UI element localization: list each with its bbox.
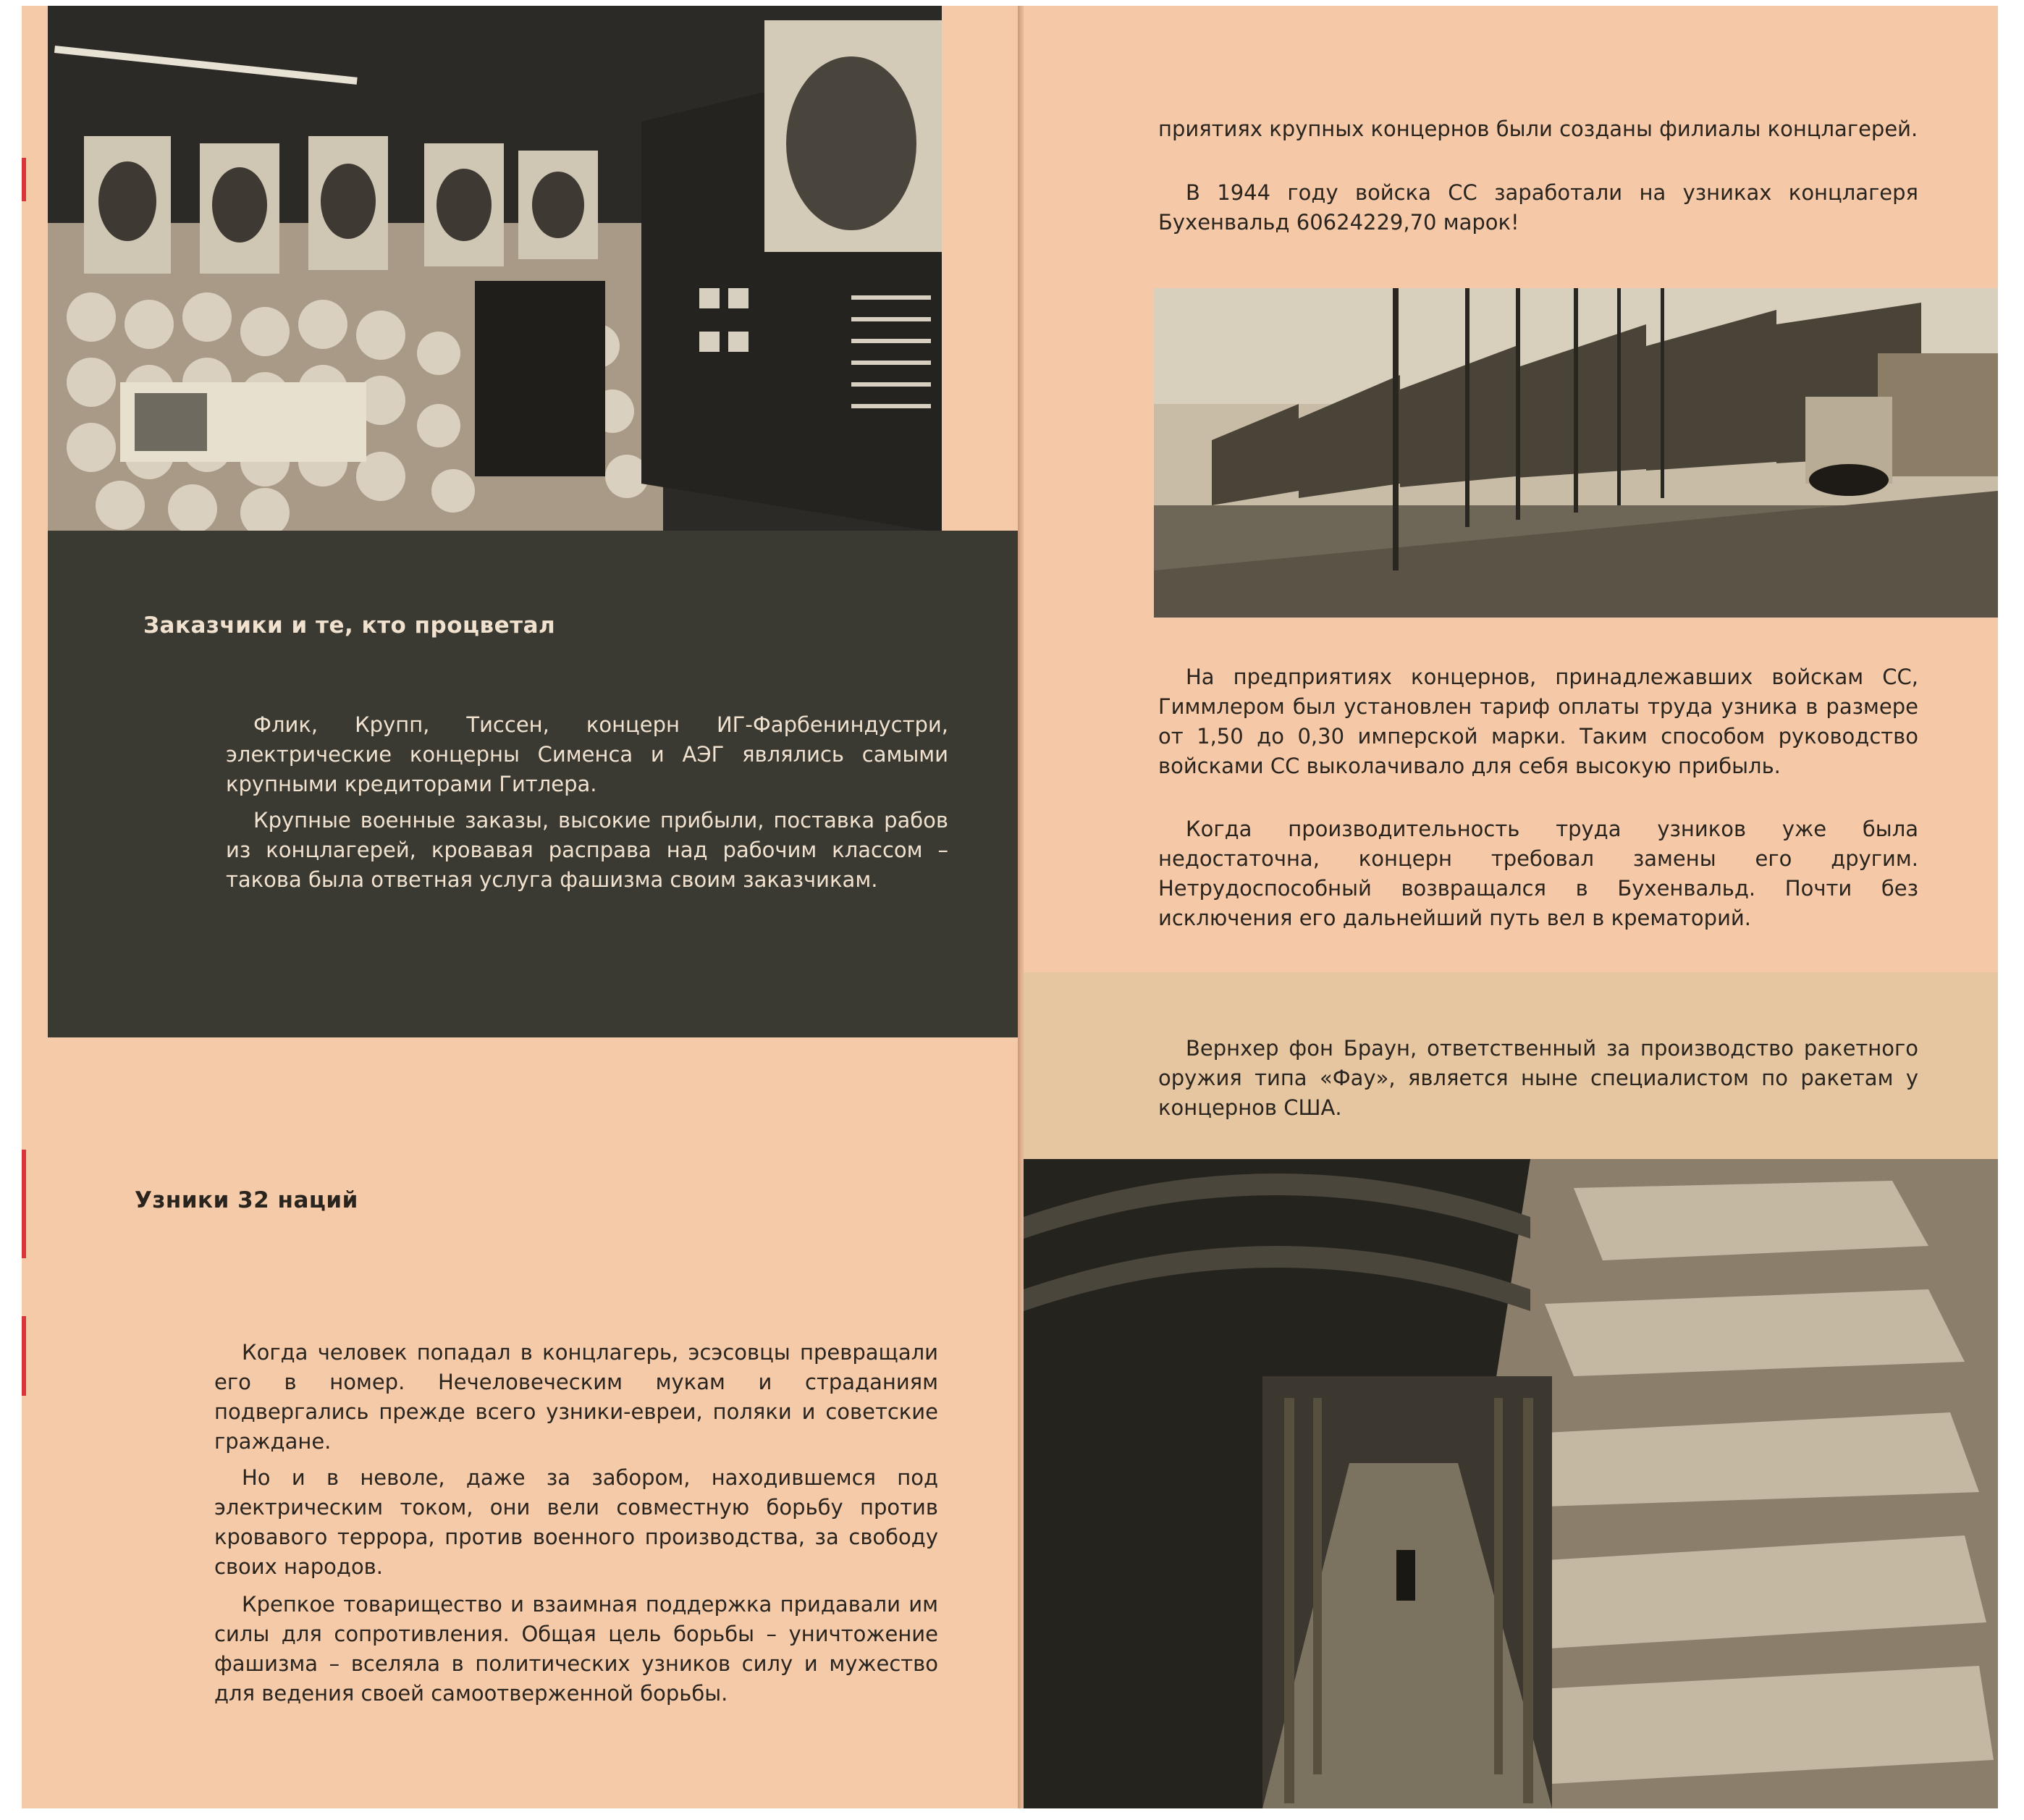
right-page [1024,6,1998,1808]
paragraph: Вернхер фон Браун, ответственный за производство ракетного оружия типа «Фау», является ныне специалистом по ракетам у концернов США. [1158,1036,1918,1120]
tunnel-photo [1024,1159,1998,1808]
paragraph: В 1944 году войска СС заработали на узниках концлагеря Бухенвальд 60624229,70 марок! [1158,180,1918,235]
red-edge-mark [22,158,26,201]
paragraph: Когда человек попадал в концлагерь, эсэсовцы превращали его в номер. Нечеловеческим мукам и страданиям подвергались прежде всего узники-евреи, поляки и советские граждане. [214,1340,938,1454]
section-heading: Заказчики и те, кто процветал [143,612,556,639]
factory-buildings-photo-icon [1154,288,1998,618]
booklet-spread [22,6,1998,1808]
paragraph: Крепкое товарищество и взаимная поддержка придавали им силы для сопротивления. Общая цель борьбы – уничтожение фашизма – вселяла в политических узников силу и мужество для ведения своей самоотверженной борьбы. [214,1592,938,1706]
red-edge-mark [22,1316,26,1396]
section-heading: Узники 32 наций [135,1187,358,1213]
factory-photo [1154,288,1998,618]
paragraph: Когда производительность труда узников уже была недостаточна, концерн требовал замены его другим. Нетрудоспособный возвращался в Бухенвальд. Почти без исключения его дальнейший путь вел в крематорий. [1158,817,1918,930]
left-page [22,6,1022,1808]
exhibit-photo [48,6,942,533]
red-edge-mark [22,1150,26,1258]
paragraph: приятиях крупных концернов были созданы филиалы концлагерей. [1158,117,1918,141]
paragraph: Крупные военные заказы, высокие прибыли, поставка рабов из концлагерей, кровавая расправа над рабочим классом – такова была ответная услуга фашизма своим заказчикам. [226,808,948,892]
paragraph: Но и в неволе, даже за забором, находившемся под электрическим током, они вели совместную борьбу против кровавого террора, против военного производства, за свободу своих народов. [214,1465,938,1579]
museum-exhibit-photo-icon [48,6,942,533]
paragraph: Флик, Крупп, Тиссен, концерн ИГ-Фарбениндустри, электрические концерны Сименса и АЭГ являлись самыми крупными кредиторами Гитлера. [226,712,948,796]
paragraph: На предприятиях концернов, принадлежавших войскам СС, Гиммлером был установлен тариф оплаты труда узника в размере от 1,50 до 0,30 имперской марки. Таким способом руководство войсками СС выколачивало для себя высокую прибыль. [1158,665,1918,778]
tunnel-photo-icon [1024,1159,1998,1808]
